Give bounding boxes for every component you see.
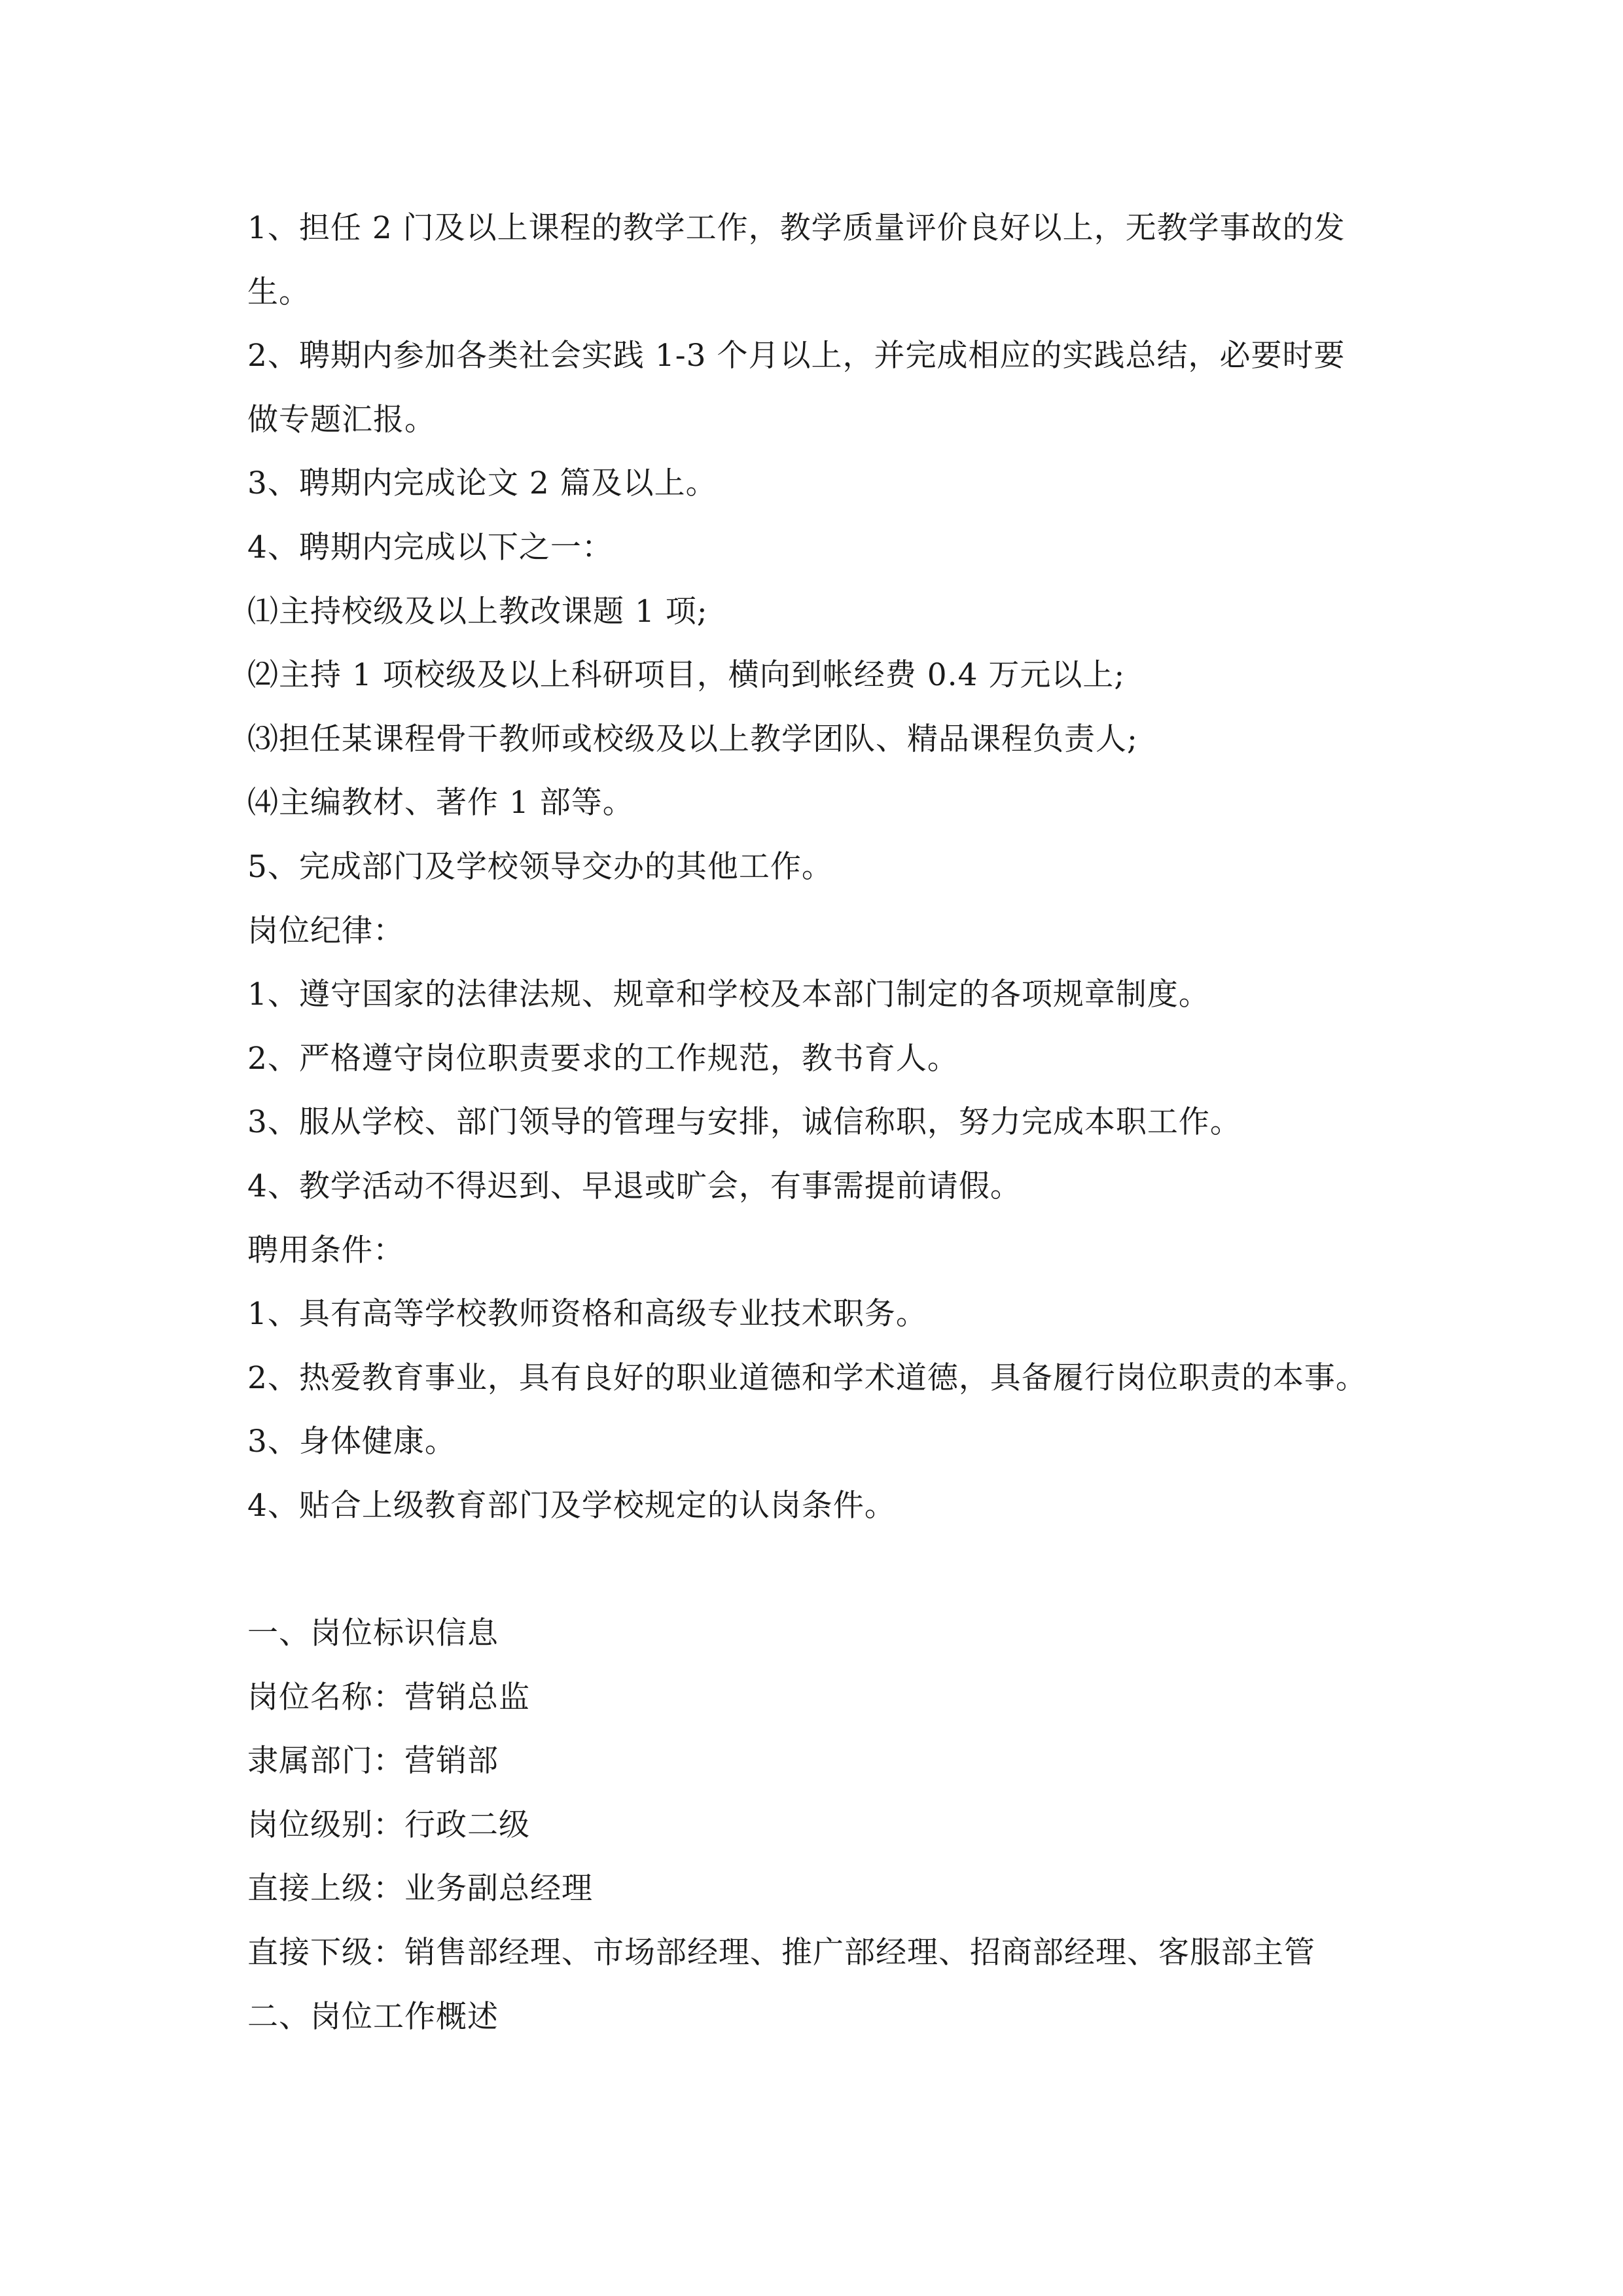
text-line: 4、教学活动不得迟到、早退或旷会，有事需提前请假。: [247, 1168, 1022, 1204]
text-line: ⑶担任某课程骨干教师或校级及以上教学团队、精品课程负责人;: [247, 721, 1138, 757]
section-heading: 一、岗位标识信息: [247, 1615, 499, 1652]
text-line: 4、聘期内完成以下之一：: [247, 529, 613, 565]
section-heading: 二、岗位工作概述: [247, 1998, 499, 2035]
section-heading: 岗位纪律：: [247, 912, 404, 949]
text-line: 4、贴合上级教育部门及学校规定的认岗条件。: [247, 1487, 896, 1524]
document-body: [247, 196, 1399, 2049]
text-line: 3、身体健康。: [247, 1424, 456, 1460]
text-line: 岗位级别：行政二级: [247, 1806, 530, 1843]
text-line: 生。: [247, 274, 310, 310]
text-line: 2、热爱教育事业，具有良好的职业道德和学术道德，具备履行岗位职责的本事。: [247, 1359, 1367, 1396]
section-heading: 聘用条件：: [247, 1232, 404, 1268]
blank-line: [247, 1537, 1399, 1602]
text-line: 隶属部门：营销部: [247, 1743, 499, 1780]
text-line: 做专题汇报。: [247, 401, 436, 438]
text-line: 岗位名称：营销总监: [247, 1679, 530, 1715]
text-line: 3、聘期内完成论文 2 篇及以上。: [247, 465, 717, 502]
text-line: 直接上级：业务副总经理: [247, 1871, 593, 1907]
text-line: 1、具有高等学校教师资格和高级专业技术职务。: [247, 1296, 927, 1333]
text-line: 2、聘期内参加各类社会实践 1-3 个月以上，并完成相应的实践总结，必要时要: [247, 338, 1346, 374]
text-line: 1、遵守国家的法律法规、规章和学校及本部门制定的各项规章制度。: [247, 977, 1210, 1013]
text-line: 直接下级：销售部经理、市场部经理、推广部经理、招商部经理、客服部主管: [247, 1935, 1315, 1971]
text-line: ⑷主编教材、著作 1 部等。: [247, 785, 634, 821]
text-line: ⑵主持 1 项校级及以上科研项目，横向到帐经费 0.4 万元以上;: [247, 657, 1126, 694]
text-line: 3、服从学校、部门领导的管理与安排，诚信称职，努力完成本职工作。: [247, 1104, 1241, 1141]
text-line: 5、完成部门及学校领导交办的其他工作。: [247, 848, 833, 885]
text-line: ⑴主持校级及以上教改课题 1 项;: [247, 593, 708, 630]
text-line: 1、担任 2 门及以上课程的教学工作，教学质量评价良好以上，无教学事故的发: [247, 210, 1346, 246]
text-line: 2、严格遵守岗位职责要求的工作规范，教书育人。: [247, 1040, 959, 1077]
